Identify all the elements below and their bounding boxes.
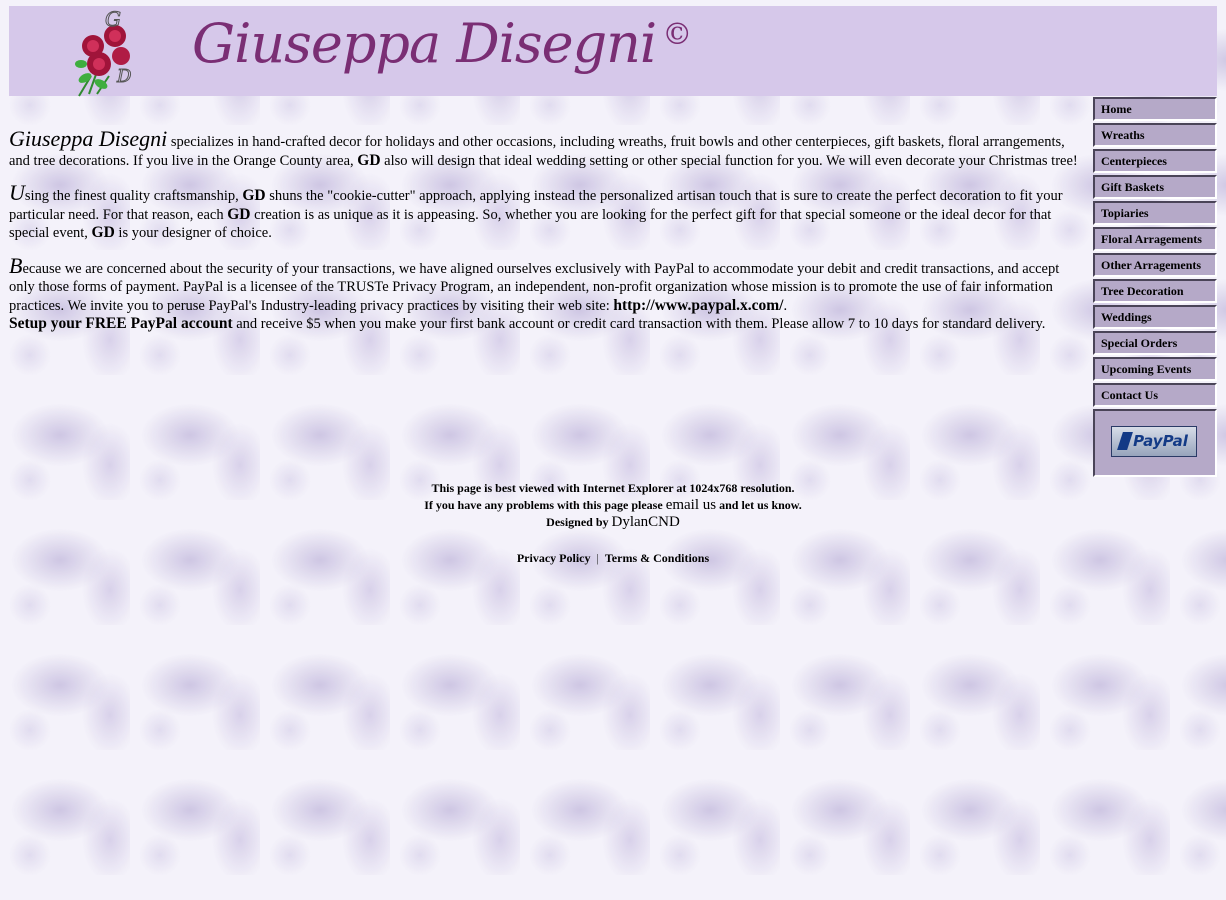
dropcap-b: B <box>9 252 23 278</box>
site-title-text: Giuseppa Disegni <box>192 12 657 75</box>
rose-logo-icon[interactable] <box>69 6 149 98</box>
nav-item-tree-decoration[interactable]: Tree Decoration <box>1093 279 1217 303</box>
designer-link[interactable]: DylanCND <box>611 514 680 530</box>
paypal-panel <box>1093 409 1217 477</box>
footer-contact-text-2: and let us know. <box>716 498 802 512</box>
craft-text-4: is your designer of choice. <box>114 225 272 241</box>
footer-links <box>0 550 1226 567</box>
intro-text-1: specializes in hand-crafted decor for holidays and other occasions, including wreaths, fruit bowls and other centerpieces, gift baskets, floral arrangements, and tree decorations. If you live in the Orange County area, <box>9 134 1065 169</box>
svg-text:G: G <box>105 7 121 31</box>
nav-item-floral-arrangements[interactable]: Floral Arragements <box>1093 227 1217 251</box>
paypal-logo-icon <box>1117 432 1133 450</box>
copyright-mark: © <box>662 17 692 52</box>
paypal-url-link[interactable]: http://www.paypal.x.com/ <box>613 296 784 314</box>
intro-paragraph <box>9 126 1081 170</box>
security-text-3: and receive $5 when you make your first bank account or credit card transaction with them. Please allow 7 to 10 days for standard delivery. <box>232 316 1046 332</box>
main-content <box>9 126 1081 348</box>
privacy-policy-link[interactable]: Privacy Policy <box>516 551 591 565</box>
terms-conditions-link[interactable]: Terms & Conditions <box>604 551 710 565</box>
nav-item-special-orders[interactable]: Special Orders <box>1093 331 1217 355</box>
footer-separator: | <box>596 551 599 565</box>
craft-text-2: shuns the "cookie-cutter" approach, applying instead the personalized artisan touch that is sure to create the perfect decoration to fit your particular need. For that reason, each <box>9 188 1063 223</box>
security-text-1: ecause we are concerned about the security of your transactions, we have aligned ourselves exclusively with PayPal to accommodate your debit and credit transactions, and accept only those forms of payment. PayPal is a licensee of the TRUSTe Privacy Program, an independent, non-profit organization whose mission is to promote the use of fair information practices. We invite you to peruse PayPal's Industry-leading privacy practices by visiting their web site: <box>9 260 1060 314</box>
gd-abbrev: GD <box>357 151 381 169</box>
svg-text:D: D <box>117 66 132 87</box>
craft-text-1: sing the finest quality craftsmanship, <box>24 188 243 204</box>
nav-item-wreaths[interactable]: Wreaths <box>1093 123 1217 147</box>
nav-item-other-arrangements[interactable]: Other Arragements <box>1093 253 1217 277</box>
intro-text-2: also will design that ideal wedding setting or other special function for you. We will even decorate your Christmas tree! <box>380 152 1078 169</box>
paypal-signup-link[interactable]: Setup your FREE PayPal account <box>9 315 233 332</box>
footer-designer-line <box>0 514 1226 531</box>
gd-abbrev: GD <box>91 224 115 241</box>
footer-contact-text-1: If you have any problems with this page please <box>424 498 666 512</box>
footer-browser-note: This page is best viewed with Internet Explorer at 1024x768 resolution. <box>431 481 795 495</box>
site-header <box>9 6 1217 96</box>
email-us-link[interactable]: email us <box>665 497 717 513</box>
craftsmanship-paragraph <box>9 180 1081 243</box>
gd-abbrev: GD <box>227 205 251 223</box>
designed-by-label: Designed by <box>546 515 612 529</box>
security-text-2: . <box>783 297 788 314</box>
nav-item-contact-us[interactable]: Contact Us <box>1093 383 1217 407</box>
footer-contact-line <box>0 497 1226 514</box>
dropcap-u: U <box>9 180 25 205</box>
nav-item-upcoming-events[interactable]: Upcoming Events <box>1093 357 1217 381</box>
paypal-badge-button[interactable] <box>1111 426 1197 457</box>
nav-item-gift-baskets[interactable]: Gift Baskets <box>1093 175 1217 199</box>
craft-text-3: creation is as unique as it is appeasing. So, whether you are looking for the perfect gift for that special someone or the ideal decor for that special event, <box>9 206 1052 241</box>
nav-item-home[interactable]: Home <box>1093 97 1217 121</box>
gd-abbrev: GD <box>242 187 266 204</box>
page-footer <box>0 480 1226 567</box>
business-name: Giuseppa Disegni <box>9 126 168 151</box>
paypal-badge-label: PayPal <box>1133 432 1188 450</box>
security-paragraph <box>9 252 1081 334</box>
nav-item-topiaries[interactable]: Topiaries <box>1093 201 1217 225</box>
side-navigation <box>1093 97 1217 477</box>
nav-item-centerpieces[interactable]: Centerpieces <box>1093 149 1217 173</box>
site-title <box>192 12 691 75</box>
nav-item-weddings[interactable]: Weddings <box>1093 305 1217 329</box>
